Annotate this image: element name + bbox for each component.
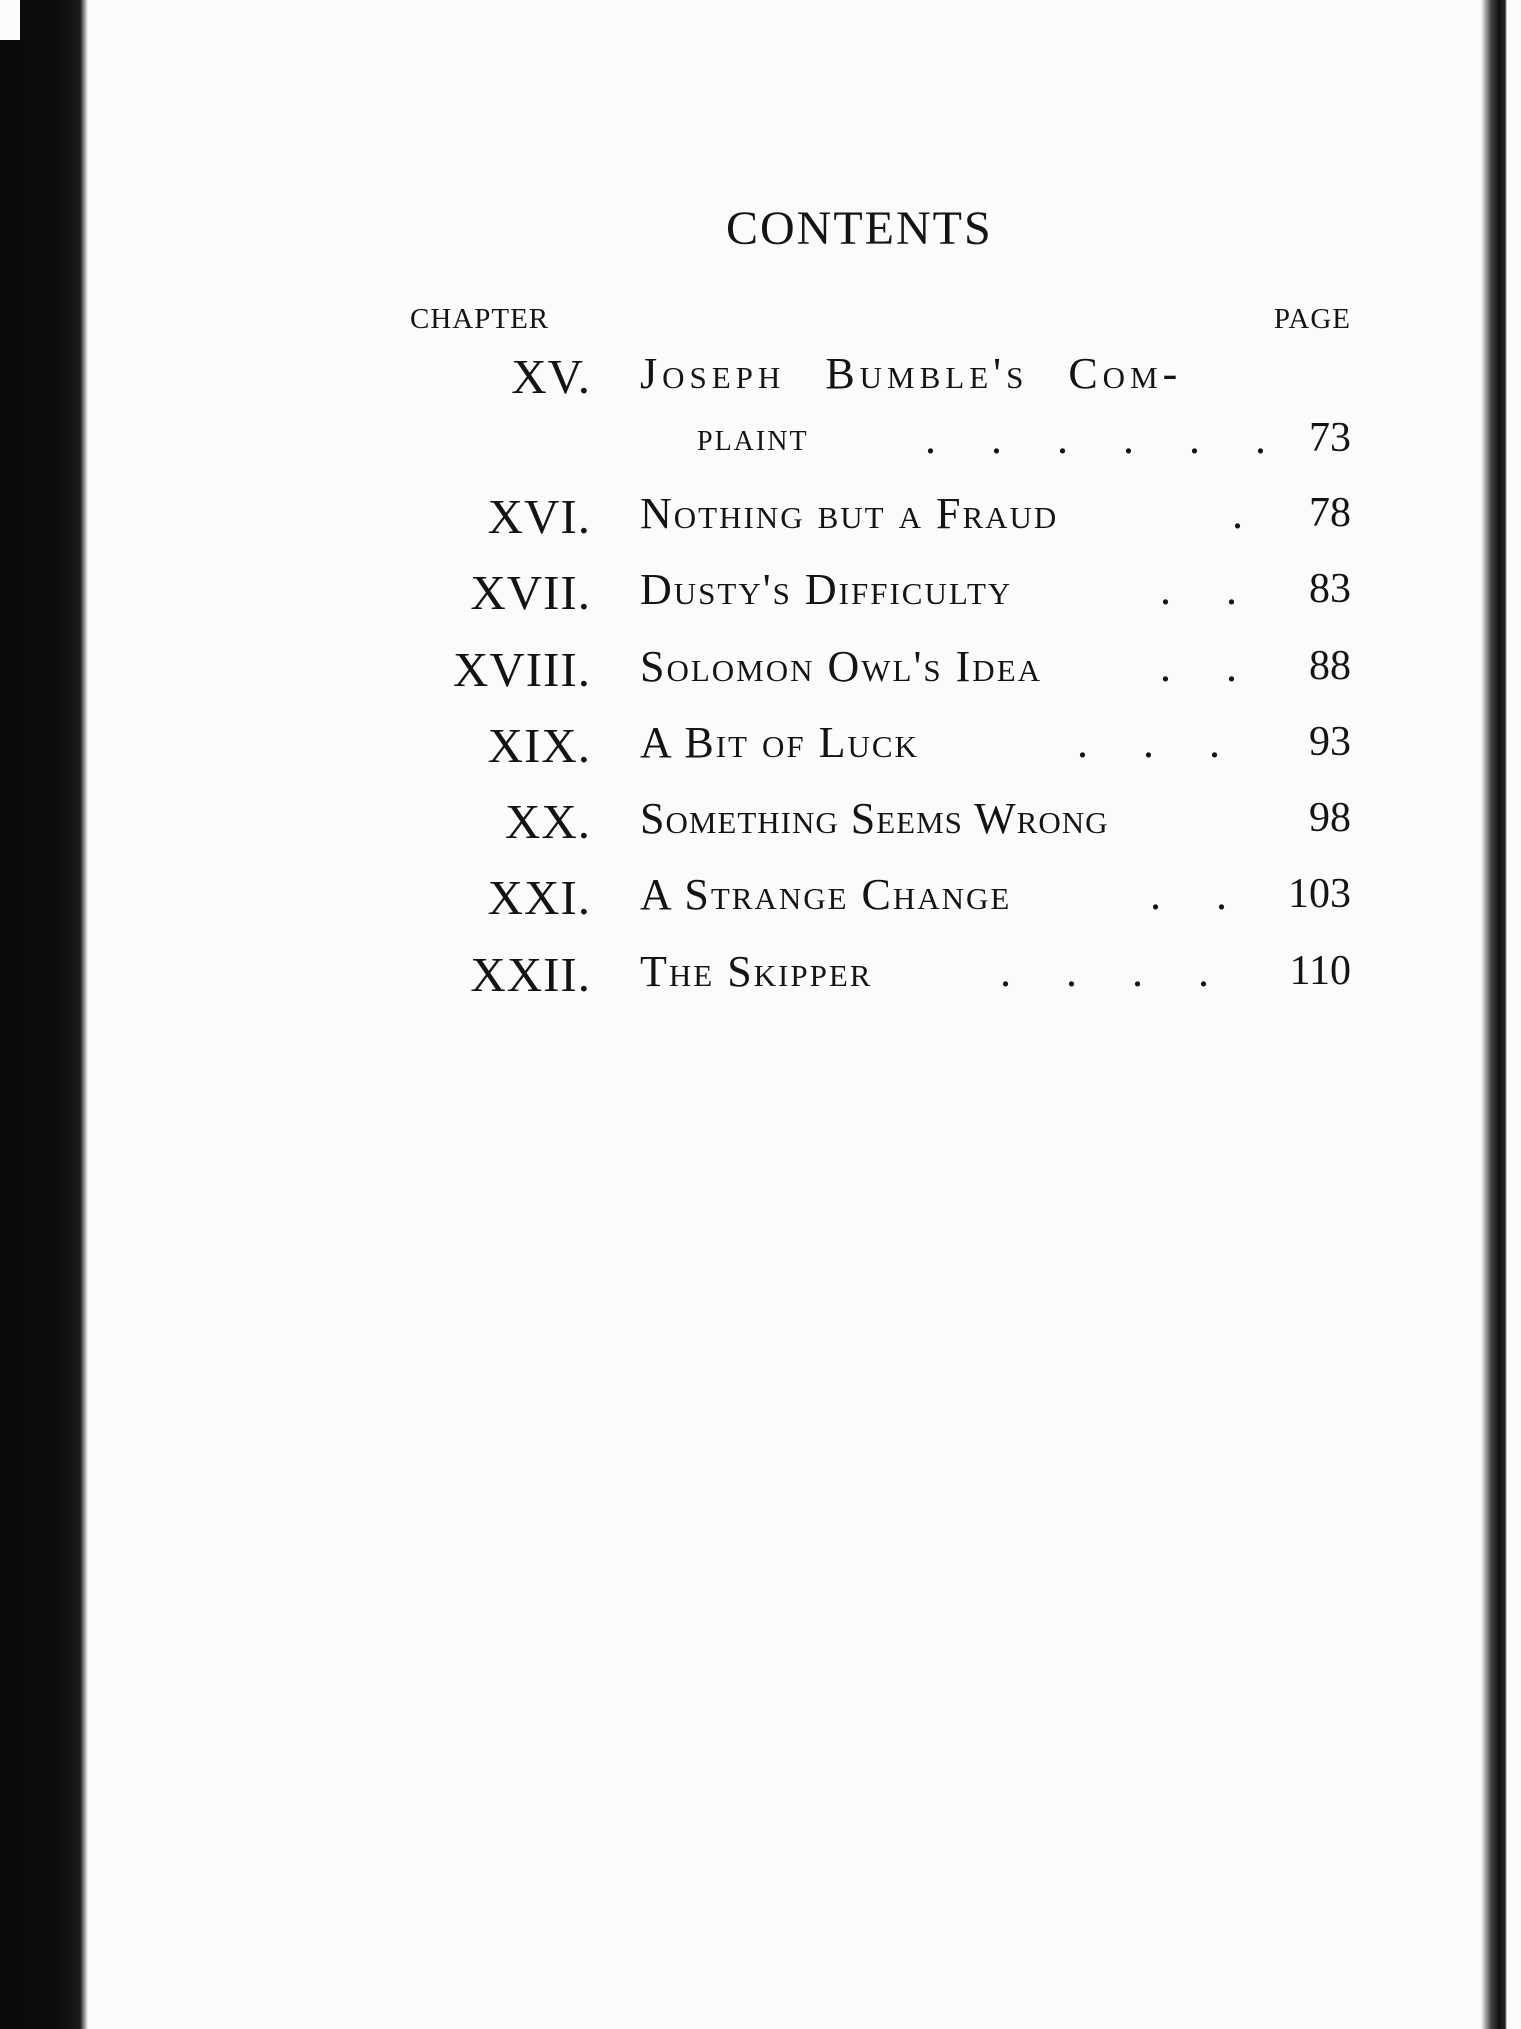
contents-heading: CONTENTS: [726, 202, 993, 255]
toc-entry: [0, 870, 1521, 933]
leader-dots: . .: [1160, 565, 1259, 614]
chapter-title: Dusty's Difficulty: [640, 565, 1013, 614]
page-number: 78: [1309, 490, 1351, 536]
toc-entry: [0, 718, 1521, 781]
toc-entry: [0, 349, 1521, 412]
chapter-number: XXII.: [470, 947, 591, 1002]
chapter-title: The Skipper: [640, 947, 873, 996]
scan-page-edge: [1481, 0, 1521, 2029]
leader-dots: . . .: [1077, 718, 1242, 767]
toc-entry: [0, 565, 1521, 628]
chapter-number: XVII.: [470, 565, 591, 620]
chapter-title: Solomon Owl's Idea: [640, 642, 1043, 691]
toc-entry: [0, 794, 1521, 857]
toc-entry: [0, 489, 1521, 552]
chapter-title: A Bit of Luck: [640, 718, 919, 767]
chapter-title-continuation: plaint: [697, 414, 809, 459]
scan-binding-edge: [0, 0, 88, 2029]
chapter-number: XXI.: [487, 870, 591, 925]
page-number: 88: [1309, 643, 1351, 689]
toc-entry-continuation: [0, 414, 1521, 477]
page-number: 110: [1289, 948, 1351, 994]
leader-dots: . .: [1150, 870, 1249, 919]
chapter-number: XIX.: [487, 718, 591, 773]
leader-dots: . . . . . .: [925, 414, 1288, 463]
chapter-title: Nothing but a Fraud: [640, 489, 1059, 538]
toc-entry: [0, 947, 1521, 1010]
chapter-title: Something Seems Wrong: [640, 794, 1109, 843]
page-number: 83: [1309, 566, 1351, 612]
toc-entry: [0, 642, 1521, 705]
chapter-title: A Strange Change: [640, 870, 1012, 919]
chapter-number: XX.: [504, 794, 591, 849]
chapter-number: XV.: [511, 349, 591, 404]
chapter-column-header: CHAPTER: [410, 303, 550, 335]
chapter-number: XVI.: [487, 489, 591, 544]
page-number: 98: [1309, 795, 1351, 841]
leader-dots: .: [1232, 489, 1265, 538]
leader-dots: . . . .: [1000, 947, 1231, 996]
page-number: 103: [1288, 871, 1351, 917]
leader-dots: . .: [1160, 642, 1259, 691]
page-number: 73: [1309, 415, 1351, 461]
page-number: 93: [1309, 719, 1351, 765]
chapter-title: Joseph Bumble's Com-: [640, 349, 1183, 398]
chapter-number: XVIII.: [453, 642, 591, 697]
page-column-header: PAGE: [1273, 303, 1351, 335]
